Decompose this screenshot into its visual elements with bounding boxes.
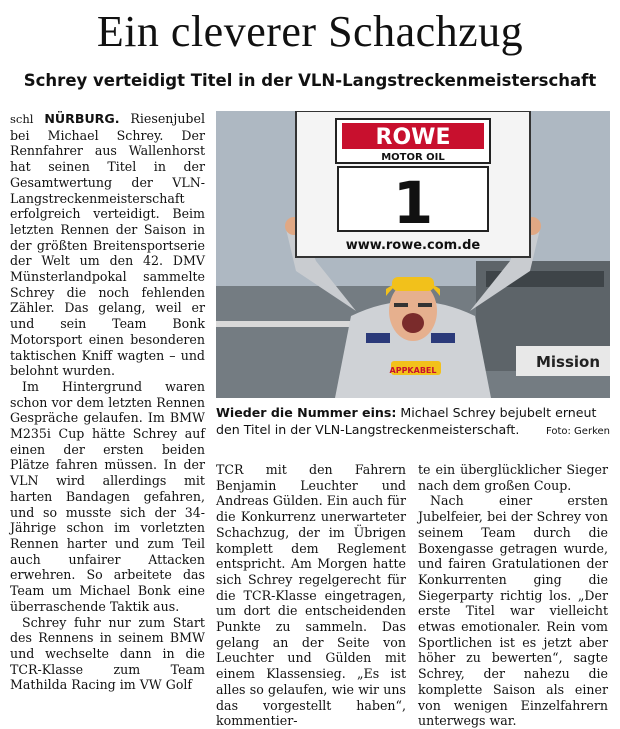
paragraph: Im Hintergrund waren schon vor dem letzten Rennen Gespräche gelaufen. Im BMW M235i Cup hätte Schrey auf einen der ersten beiden Plätze fahren müssen. In der VLN wird allerdings mit harten Bandagen gefahren, und so musste sich der 34-Jährige schon im vorletzten Rennen harter und zum Teil auch unfairer Attacken erwehren. So arbeitete das Team um Michael Bonk eine überraschende Taktik aus.	[10, 378, 205, 614]
caption-title: Wieder die Nummer eins:	[216, 405, 397, 420]
article-photo	[216, 111, 610, 398]
paragraph: Nach einer ersten Jubelfeier, bei der Schrey von seinem Team durch die Boxengasse getragen wurde, und fairen Gratulationen der Konkurrenten ging die Siegerparty richtig los. „Der erste Titel war vielleicht etwas emotionaler. Rein vom Sportlichen ist es jetzt aber höher zu bewerten“, sagte Schrey, der nahezu die komplette Saison als einer von wenigen Einzelfahrern unterwegs war.	[418, 493, 608, 729]
paragraph: Schrey fuhr nur zum Start des Rennens in seinem BMW und wechselte dann in die TCR-Klasse zum Team Mathilda Racing im VW Golf	[10, 614, 205, 693]
photo-illustration	[216, 111, 610, 398]
article-column-3	[418, 462, 608, 729]
dateline: NÜRBURG.	[44, 111, 120, 126]
paragraph: TCR mit den Fahrern Benjamin Leuchter und Andreas Gülden. Ein auch für die Konkurrenz unerwarteter Schachzug, der im Übrigen komplett dem Reglement entspricht. Am Morgen hatte sich Schrey regelgerecht für die TCR-Klasse eingetragen, um dort die entscheidenden Punkte zu sammeln. Das gelang an der Seite von Leuchter und Gülden mit einem Klassensieg. „Es ist alles so gelaufen, wie wir uns das vorgestellt haben“, kommentier-	[216, 462, 406, 729]
subheadline: Schrey verteidigt Titel in der VLN-Langstreckenmeisterschaft	[23, 71, 597, 90]
sign-number: 1	[392, 169, 434, 237]
article-column-2	[216, 462, 406, 729]
article-column-1	[10, 111, 205, 693]
photo-credit: Foto: Gerken	[545, 426, 610, 437]
sign-sub: MOTOR OIL	[381, 152, 445, 163]
banner-text: Mission	[535, 353, 601, 371]
photo-caption	[216, 404, 610, 440]
paragraph: te ein überglücklicher Sieger nach dem großen Coup.	[418, 462, 608, 493]
caption-text: Michael Schrey bejubelt erneut den Titel in der VLN-Langstreckenmeisterschaft.	[216, 405, 597, 437]
paragraph-text: Riesenjubel bei Michael Schrey. Der Rennfahrer aus Wallenhorst hat seinen Titel in der Gesamtwertung der VLN-Langstreckenmeisterschaft erfolgreich verteidigt. Beim letzten Rennen der Saison in der größten Breitensportserie der Welt um den 42. DMV Münsterlandpokal sammelte Schrey die noch fehlenden Zähler. Das gelang, weil er und sein Team Bonk Motorsport einen besonderen taktischen Kniff wagten – und belohnt wurden.	[10, 111, 205, 379]
sign-url: www.rowe.com.de	[345, 238, 481, 253]
author-tag: schl	[10, 112, 34, 126]
headline: Ein cleverer Schachzug	[96, 7, 524, 56]
suit-logo: APPKABEL	[389, 366, 437, 375]
sign-brand: ROWE	[375, 125, 451, 150]
lead-paragraph	[10, 111, 205, 379]
